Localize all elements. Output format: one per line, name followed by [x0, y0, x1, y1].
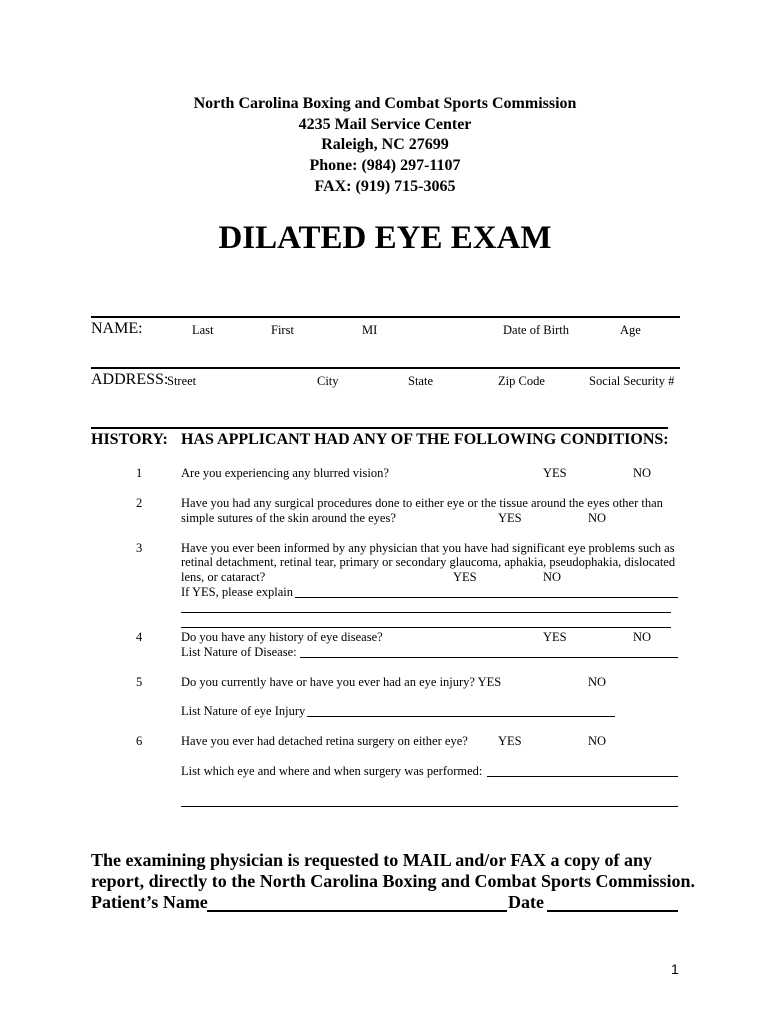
org-fax: FAX: (919) 715-3065: [314, 178, 456, 195]
q3-number: 3: [136, 541, 143, 555]
q3-explain-field-line3[interactable]: [181, 627, 671, 628]
street-label: Street: [167, 374, 197, 388]
name-first-label: First: [271, 323, 294, 337]
q5-number: 5: [136, 675, 143, 689]
address-label: ADDRESS:: [91, 371, 169, 388]
q4-no-option[interactable]: NO: [633, 630, 652, 644]
q4-text: Do you have any history of eye disease?: [181, 630, 383, 644]
date-label: Date: [508, 892, 544, 912]
name-mi-label: MI: [362, 323, 378, 337]
q6-text: Have you ever had detached retina surgery on either eye?: [181, 734, 468, 748]
dob-label: Date of Birth: [503, 323, 569, 337]
address-line[interactable]: [91, 367, 680, 369]
q2-number: 2: [136, 496, 143, 510]
page-title: DILATED EYE EXAM: [218, 220, 552, 256]
q3-text-line3: lens, or cataract?: [181, 570, 266, 584]
q6-yes-option[interactable]: YES: [498, 734, 522, 748]
q3-text-line2: retinal detachment, retinal tear, primary or secondary glaucoma, aphakia, pseudophakia, dislocated: [181, 555, 676, 569]
q1-text: Are you experiencing any blurred vision?: [181, 466, 389, 480]
footer-line2: report, directly to the North Carolina Boxing and Combat Sports Commission.: [91, 871, 696, 891]
q2-no-option[interactable]: NO: [588, 511, 607, 525]
age-label: Age: [620, 323, 641, 337]
q4-number: 4: [136, 630, 143, 644]
q1-no-option[interactable]: NO: [633, 466, 652, 480]
q4-nature-field[interactable]: [300, 657, 678, 658]
name-last-label: Last: [192, 323, 214, 337]
history-line: [91, 427, 668, 429]
patient-name-field[interactable]: [207, 910, 507, 912]
q5-no-option[interactable]: NO: [588, 675, 607, 689]
q3-text-line1: Have you ever been informed by any physician that you have had significant eye problems such as: [181, 541, 675, 555]
q2-text-line2: simple sutures of the skin around the eyes?: [181, 511, 396, 525]
q3-explain-label: If YES, please explain: [181, 585, 293, 599]
q3-yes-option[interactable]: YES: [453, 570, 477, 584]
footer-line1: The examining physician is requested to MAIL and/or FAX a copy of any: [91, 850, 653, 870]
q5-text: Do you currently have or have you ever had an eye injury? YES: [181, 675, 502, 689]
org-address-line1: 4235 Mail Service Center: [298, 116, 472, 133]
q6-number: 6: [136, 734, 143, 748]
page-number: 1: [671, 961, 679, 977]
q3-explain-field-line1[interactable]: [295, 597, 678, 598]
q6-detail-label: List which eye and where and when surgery was performed:: [181, 764, 483, 778]
city-label: City: [317, 374, 339, 388]
q3-explain-field-line2[interactable]: [181, 612, 671, 613]
patient-name-label: Patient’s Name: [91, 892, 208, 912]
date-field[interactable]: [547, 910, 678, 912]
history-heading: HAS APPLICANT HAD ANY OF THE FOLLOWING CONDITIONS:: [181, 431, 669, 448]
q4-yes-option[interactable]: YES: [543, 630, 567, 644]
q6-detail-field-line1[interactable]: [487, 776, 678, 777]
q6-detail-field-line2[interactable]: [181, 806, 678, 807]
q5-nature-label: List Nature of eye Injury: [181, 704, 306, 718]
name-label: NAME:: [91, 320, 143, 337]
history-label: HISTORY:: [91, 431, 168, 448]
q4-nature-label: List Nature of Disease:: [181, 645, 297, 659]
q1-number: 1: [136, 466, 143, 480]
org-address-line2: Raleigh, NC 27699: [321, 136, 449, 153]
q5-nature-field[interactable]: [307, 716, 615, 717]
q2-yes-option[interactable]: YES: [498, 511, 522, 525]
state-label: State: [408, 374, 433, 388]
ssn-label: Social Security #: [589, 374, 675, 388]
q3-no-option[interactable]: NO: [543, 570, 562, 584]
q2-text-line1: Have you had any surgical procedures done to either eye or the tissue around the eyes other than: [181, 496, 663, 510]
name-line[interactable]: [91, 316, 680, 318]
org-phone: Phone: (984) 297-1107: [309, 157, 461, 174]
org-name: North Carolina Boxing and Combat Sports Commission: [193, 95, 577, 112]
zip-label: Zip Code: [498, 374, 545, 388]
q6-no-option[interactable]: NO: [588, 734, 607, 748]
q1-yes-option[interactable]: YES: [543, 466, 567, 480]
